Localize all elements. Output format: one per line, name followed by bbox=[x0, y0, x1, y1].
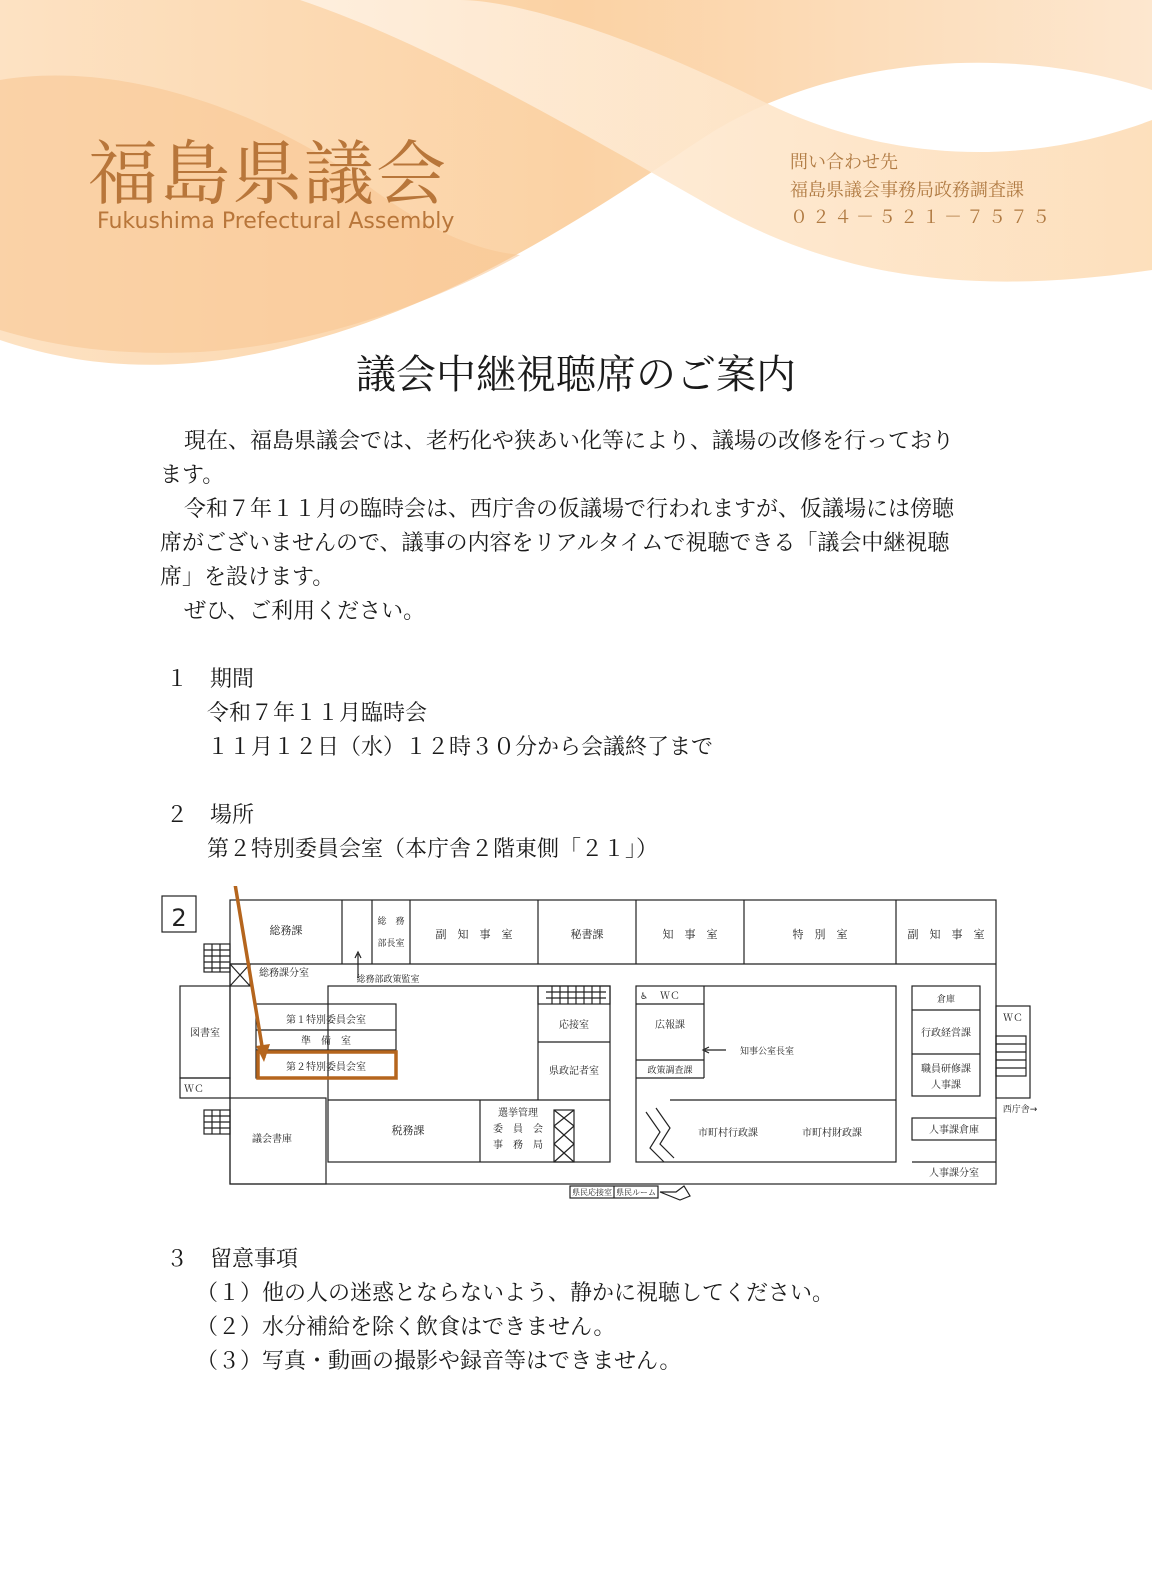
logo-japanese: 福島県議会 bbox=[88, 133, 448, 215]
room-iinkai2: 第２特別委員会室 bbox=[286, 1062, 366, 1073]
floor-number: 2 bbox=[171, 904, 187, 932]
room-soumu-buchou-1: 総 務 bbox=[377, 917, 405, 927]
room-souko: 倉庫 bbox=[936, 995, 956, 1005]
page-title: 議会中継視聴席のご案内 bbox=[356, 352, 796, 398]
room-gikai-shoko: 議会書庫 bbox=[252, 1134, 292, 1145]
section-2-heading: ２ 場所 bbox=[166, 803, 255, 828]
room-hisho: 秘書課 bbox=[570, 928, 604, 941]
room-seisaku-kanshitsu: 総務部政策監室 bbox=[356, 975, 420, 985]
intro-paragraph-1-line-1: 現在、福島県議会では、老朽化や狭あい化等により、議場の改修を行っており bbox=[184, 429, 955, 454]
section-3-item-3: （３）写真・動画の撮影や録音等はできません。 bbox=[196, 1349, 682, 1374]
room-jinji-shoko: 人事課倉庫 bbox=[929, 1125, 979, 1136]
room-tokubetsu: 特 別 室 bbox=[792, 928, 848, 941]
section-1-datetime: １１月１２日（水）１２時３０分から会議終了まで bbox=[207, 735, 714, 760]
room-jinji: 人事課 bbox=[931, 1080, 961, 1091]
logo-english: Fukushima Prefectural Assembly bbox=[97, 209, 455, 234]
section-1-heading: １ 期間 bbox=[166, 667, 255, 692]
room-shichouson-gyousei: 市町村行政課 bbox=[698, 1128, 758, 1139]
room-seisaku-chousa: 政策調査課 bbox=[647, 1066, 693, 1076]
room-zeimu: 税務課 bbox=[391, 1124, 425, 1137]
room-fukuchiji-2: 副 知 事 室 bbox=[907, 928, 985, 941]
accessibility-icon: ♿ bbox=[640, 992, 649, 1002]
intro-paragraph-2-line-1: 令和７年１１月の臨時会は、西庁舎の仮議場で行われますが、仮議場には傍聴 bbox=[184, 497, 955, 522]
room-fukuchiji-1: 副 知 事 室 bbox=[435, 928, 513, 941]
room-chiji: 知 事 室 bbox=[662, 928, 718, 941]
room-soumu: 総務課 bbox=[269, 924, 303, 937]
intro-paragraph-2-line-2: 席がございませんので、議事の内容をリアルタイムで視聴できる「議会中継視聴 bbox=[160, 531, 950, 556]
room-soumu-bunshitsu: 総務課分室 bbox=[259, 968, 309, 979]
room-wc-left: ＷＣ bbox=[184, 1084, 204, 1095]
room-kenmin-ousetsu: 県民応接室 bbox=[572, 1188, 612, 1197]
room-gyousei-keiei: 行政経営課 bbox=[921, 1028, 971, 1039]
room-soumu-buchou-2: 部長室 bbox=[377, 939, 405, 949]
room-kenmin-room: 県民ルーム bbox=[616, 1188, 656, 1197]
intro-paragraph-3: ぜひ、ご利用ください。 bbox=[184, 599, 426, 624]
section-1-session: 令和７年１１月臨時会 bbox=[207, 701, 428, 726]
room-osetsu: 応接室 bbox=[559, 1020, 589, 1031]
room-jinji-bunshitsu: 人事課分室 bbox=[929, 1168, 979, 1179]
contact-phone: ０２４－５２１－７５７５ bbox=[790, 207, 1054, 228]
room-chiji-koushitsu: 知事公室長室 bbox=[740, 1047, 795, 1057]
section-3-item-1: （１）他の人の迷惑とならないよう、静かに視聴してください。 bbox=[196, 1281, 835, 1306]
room-senkyo-3: 事 務 局 bbox=[493, 1140, 543, 1151]
room-kouhou: 広報課 bbox=[655, 1020, 685, 1031]
section-2-location: 第２特別委員会室（本庁舎２階東側「２１」） bbox=[207, 837, 659, 862]
floor-plan-map bbox=[160, 886, 1060, 1206]
section-3-heading: ３ 留意事項 bbox=[166, 1247, 299, 1272]
room-kensei-kisha: 県政記者室 bbox=[549, 1066, 599, 1077]
contact-label: 問い合わせ先 bbox=[790, 152, 898, 173]
room-senkyo-1: 選挙管理 bbox=[498, 1108, 538, 1119]
room-shokuin-kenshu: 職員研修課 bbox=[921, 1064, 971, 1075]
contact-department: 福島県議会事務局政務調査課 bbox=[790, 180, 1024, 201]
room-iinkai1: 第１特別委員会室 bbox=[286, 1015, 366, 1026]
room-shichouson-zaisei: 市町村財政課 bbox=[802, 1128, 862, 1139]
room-senkyo-2: 委 員 会 bbox=[493, 1124, 543, 1135]
room-junbi: 準 備 室 bbox=[301, 1036, 351, 1047]
section-3-item-2: （２）水分補給を除く飲食はできません。 bbox=[196, 1315, 616, 1340]
room-wc-right: ＷＣ bbox=[1003, 1013, 1023, 1024]
intro-paragraph-2-line-3: 席」を設けます。 bbox=[160, 565, 335, 590]
label-nishi-chousha: 西庁舎→ bbox=[1002, 1105, 1038, 1115]
room-wc-mid: ＷＣ bbox=[660, 991, 680, 1002]
room-toshoshitsu: 図書室 bbox=[190, 1028, 220, 1039]
intro-paragraph-1-line-2: ます。 bbox=[160, 463, 225, 488]
